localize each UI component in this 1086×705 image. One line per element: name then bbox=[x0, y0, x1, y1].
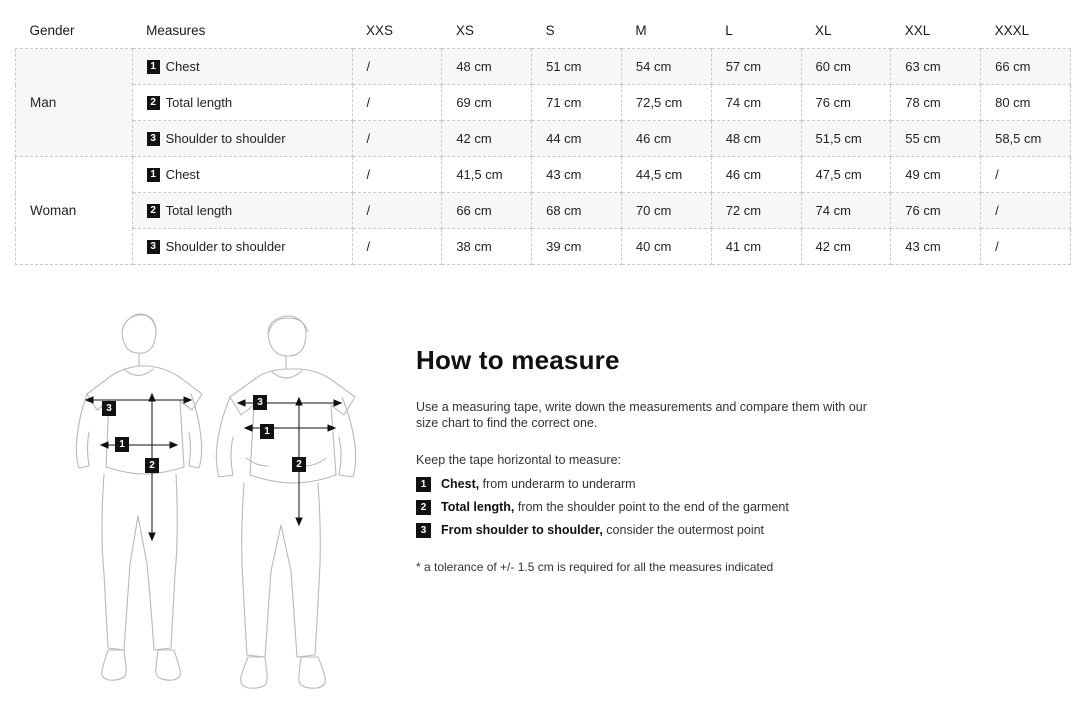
tolerance-note: * a tolerance of +/- 1.5 cm is required for all the measures indicated bbox=[416, 560, 774, 575]
table-row bbox=[16, 157, 1071, 193]
size-value-l: 46 cm bbox=[711, 157, 801, 193]
column-header-xs: XS bbox=[442, 12, 532, 49]
table-row bbox=[16, 121, 1071, 157]
measure-cell bbox=[132, 85, 352, 121]
measurement-figures bbox=[60, 310, 390, 700]
size-value-m: 44,5 cm bbox=[621, 157, 711, 193]
instruction-rest: from the shoulder point to the end of the garment bbox=[514, 500, 789, 515]
size-value-xxxl: 58,5 cm bbox=[981, 121, 1071, 157]
instruction-bold: Chest, bbox=[441, 477, 480, 492]
instruction-bold: From shoulder to shoulder, bbox=[441, 523, 603, 538]
table-header-row bbox=[16, 12, 1071, 49]
size-value-xs: 48 cm bbox=[442, 49, 532, 85]
table-row bbox=[16, 49, 1071, 85]
intro-text: Use a measuring tape, write down the measurements and compare them with our size chart to find the correct one. bbox=[416, 400, 867, 430]
measure-number-badge: 2 bbox=[147, 204, 160, 218]
figure-label-woman-chest: 1 bbox=[115, 437, 129, 452]
table-header bbox=[16, 12, 1071, 49]
column-header-gender: Gender bbox=[16, 12, 133, 49]
measure-label: Shoulder to shoulder bbox=[165, 239, 286, 254]
column-header-s: S bbox=[532, 12, 622, 49]
size-value-m: 70 cm bbox=[621, 193, 711, 229]
page-title: How to measure bbox=[416, 345, 620, 375]
size-value-xxs: / bbox=[352, 49, 442, 85]
size-value-xxxl: / bbox=[981, 193, 1071, 229]
size-value-xxs: / bbox=[352, 193, 442, 229]
size-value-s: 43 cm bbox=[532, 157, 622, 193]
size-value-xxs: / bbox=[352, 229, 442, 265]
measure-label: Total length bbox=[165, 203, 233, 218]
size-value-m: 72,5 cm bbox=[621, 85, 711, 121]
how-to-measure-section bbox=[0, 300, 1086, 697]
size-value-xl: 76 cm bbox=[801, 85, 891, 121]
size-value-xs: 38 cm bbox=[442, 229, 532, 265]
size-value-l: 74 cm bbox=[711, 85, 801, 121]
list-item bbox=[416, 523, 886, 538]
size-value-s: 71 cm bbox=[532, 85, 622, 121]
figures-illustration bbox=[60, 310, 390, 700]
column-header-xxs: XXS bbox=[352, 12, 442, 49]
size-value-xxxl: 66 cm bbox=[981, 49, 1071, 85]
size-value-xl: 51,5 cm bbox=[801, 121, 891, 157]
size-value-xs: 42 cm bbox=[442, 121, 532, 157]
size-value-xxs: / bbox=[352, 85, 442, 121]
column-header-measures: Measures bbox=[132, 12, 352, 49]
figure-label-man-length: 2 bbox=[292, 457, 306, 472]
measure-number-badge: 2 bbox=[147, 96, 160, 110]
instruction-number-badge: 1 bbox=[416, 477, 431, 492]
size-value-xxl: 55 cm bbox=[891, 121, 981, 157]
table-body bbox=[16, 49, 1071, 265]
measure-cell bbox=[132, 157, 352, 193]
list-item bbox=[416, 477, 886, 492]
size-value-xs: 66 cm bbox=[442, 193, 532, 229]
column-header-xl: XL bbox=[801, 12, 891, 49]
size-value-xxl: 78 cm bbox=[891, 85, 981, 121]
column-header-m: M bbox=[621, 12, 711, 49]
size-value-l: 41 cm bbox=[711, 229, 801, 265]
size-chart-table bbox=[15, 12, 1071, 265]
size-value-l: 48 cm bbox=[711, 121, 801, 157]
size-value-s: 68 cm bbox=[532, 193, 622, 229]
size-value-xl: 74 cm bbox=[801, 193, 891, 229]
instruction-rest: from underarm to underarm bbox=[479, 477, 636, 492]
size-value-xs: 41,5 cm bbox=[442, 157, 532, 193]
measure-number-badge: 3 bbox=[147, 240, 160, 254]
measure-label: Chest bbox=[165, 59, 200, 74]
size-value-xxxl: 80 cm bbox=[981, 85, 1071, 121]
instruction-text bbox=[441, 477, 636, 491]
measure-cell bbox=[132, 121, 352, 157]
instruction-bold: Total length, bbox=[441, 500, 515, 515]
size-value-s: 39 cm bbox=[532, 229, 622, 265]
keep-tape-label: Keep the tape horizontal to measure: bbox=[416, 453, 621, 468]
measure-number-badge: 3 bbox=[147, 132, 160, 146]
size-value-m: 54 cm bbox=[621, 49, 711, 85]
instruction-number-badge: 2 bbox=[416, 500, 431, 515]
size-value-s: 51 cm bbox=[532, 49, 622, 85]
size-value-m: 46 cm bbox=[621, 121, 711, 157]
size-value-xs: 69 cm bbox=[442, 85, 532, 121]
figure-label-woman-shoulder: 3 bbox=[102, 401, 116, 416]
measure-instructions-list bbox=[416, 477, 886, 538]
size-value-s: 44 cm bbox=[532, 121, 622, 157]
size-value-xl: 47,5 cm bbox=[801, 157, 891, 193]
column-header-xxxl: XXXL bbox=[981, 12, 1071, 49]
figure-label-woman-length: 2 bbox=[145, 458, 159, 473]
gender-cell-woman: Woman bbox=[16, 157, 133, 265]
size-value-xxl: 43 cm bbox=[891, 229, 981, 265]
size-value-xxs: / bbox=[352, 121, 442, 157]
size-value-xxl: 49 cm bbox=[891, 157, 981, 193]
measure-cell bbox=[132, 193, 352, 229]
measure-cell bbox=[132, 229, 352, 265]
size-value-xxl: 76 cm bbox=[891, 193, 981, 229]
size-value-xxs: / bbox=[352, 157, 442, 193]
size-value-m: 40 cm bbox=[621, 229, 711, 265]
table-row bbox=[16, 193, 1071, 229]
measure-label: Chest bbox=[165, 167, 200, 182]
size-value-xl: 42 cm bbox=[801, 229, 891, 265]
measure-number-badge: 1 bbox=[147, 60, 160, 74]
instruction-rest: consider the outermost point bbox=[602, 523, 765, 538]
size-value-xl: 60 cm bbox=[801, 49, 891, 85]
size-value-xxxl: / bbox=[981, 157, 1071, 193]
measure-number-badge: 1 bbox=[147, 168, 160, 182]
size-value-l: 72 cm bbox=[711, 193, 801, 229]
table-row bbox=[16, 229, 1071, 265]
list-item bbox=[416, 500, 886, 515]
size-value-xxl: 63 cm bbox=[891, 49, 981, 85]
measure-cell bbox=[132, 49, 352, 85]
size-chart-table-container bbox=[15, 12, 1071, 265]
gender-cell-man: Man bbox=[16, 49, 133, 157]
measure-label: Shoulder to shoulder bbox=[165, 131, 286, 146]
column-header-l: L bbox=[711, 12, 801, 49]
instruction-text bbox=[441, 500, 789, 514]
how-to-measure-text bbox=[416, 345, 886, 574]
measure-label: Total length bbox=[165, 95, 233, 110]
instruction-number-badge: 3 bbox=[416, 523, 431, 538]
instruction-text bbox=[441, 523, 764, 537]
table-row bbox=[16, 85, 1071, 121]
size-value-xxxl: / bbox=[981, 229, 1071, 265]
column-header-xxl: XXL bbox=[891, 12, 981, 49]
figure-label-man-chest: 1 bbox=[260, 424, 274, 439]
size-value-l: 57 cm bbox=[711, 49, 801, 85]
figure-label-man-shoulder: 3 bbox=[253, 395, 267, 410]
